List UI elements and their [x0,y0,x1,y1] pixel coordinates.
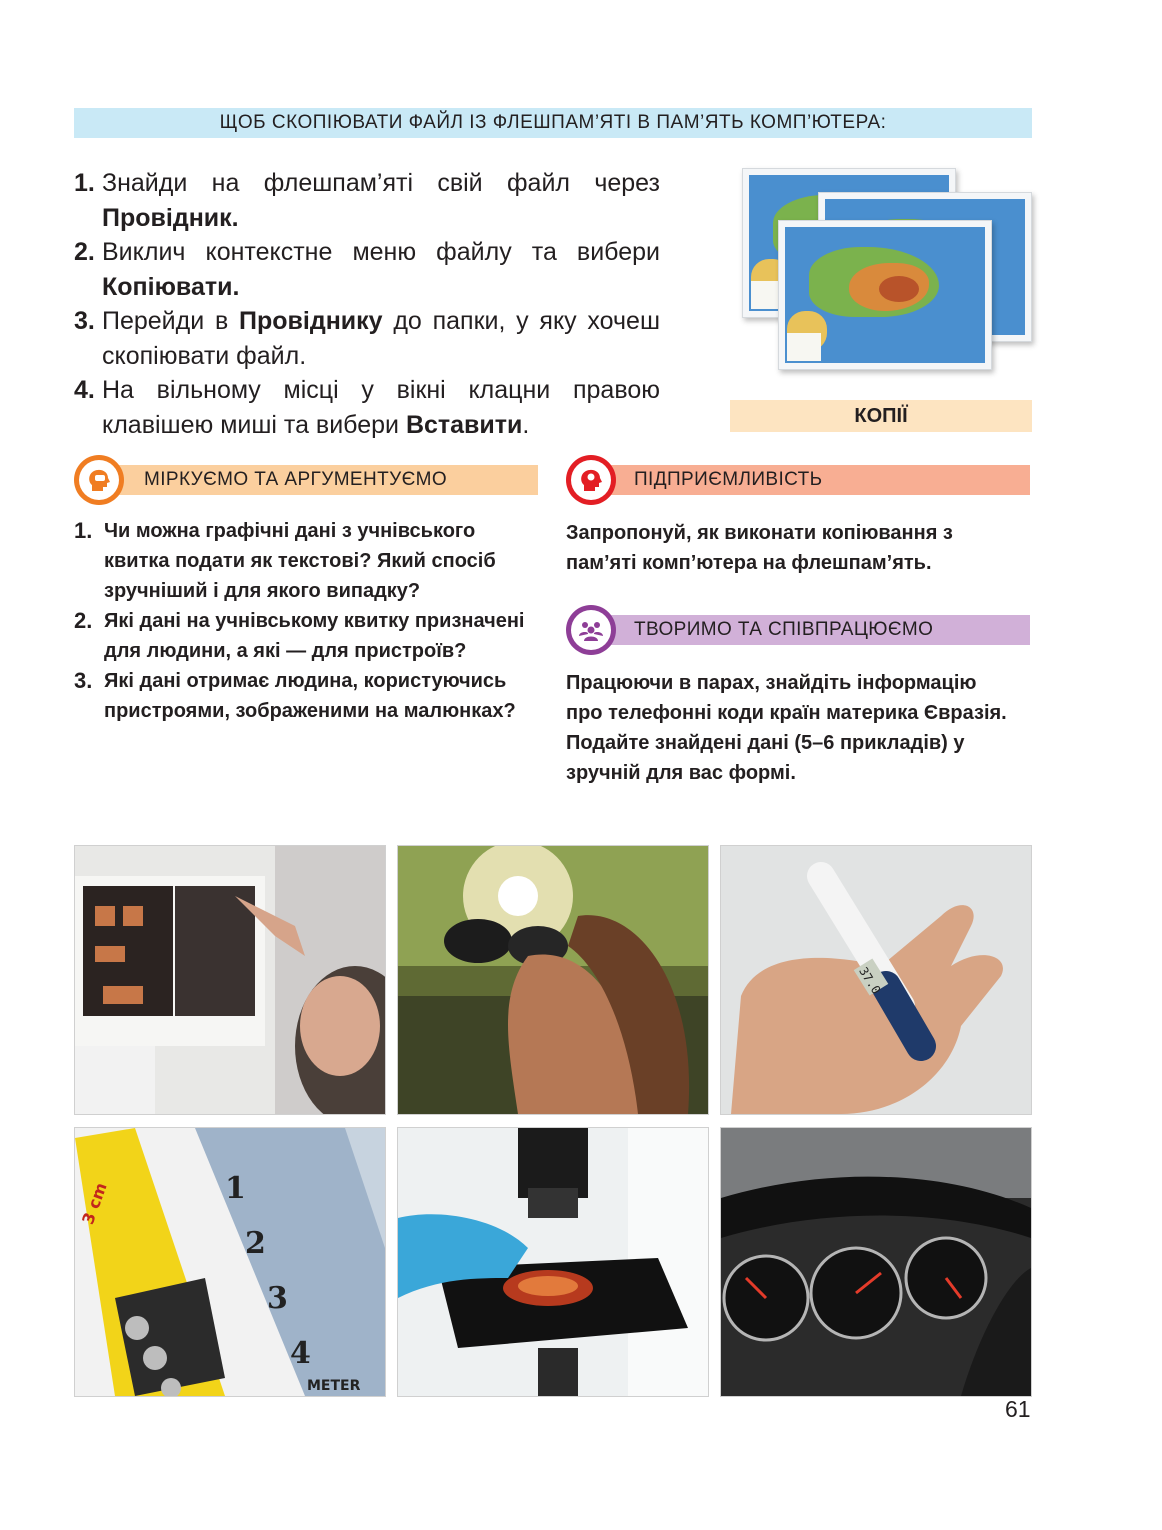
step-number: 2. [74,238,95,266]
step-text [102,304,660,373]
step-text-bold: Провіднику [239,307,383,335]
step-number: 3. [74,307,95,335]
step-text [102,373,660,442]
question-item [74,666,540,726]
instruction-banner [74,108,1032,138]
step-text [102,235,660,304]
tape-label: 3 cm [78,1180,111,1227]
question-number: 3. [74,668,93,693]
ruler-unit: METER [307,1378,361,1394]
microscope-photo [397,1127,709,1397]
ruler-number: 4 [290,1336,311,1371]
step-text-pre: Виклич контекстне меню файлу та вибери [102,238,660,266]
step-item [74,304,660,373]
ruler-number: 3 [267,1281,288,1316]
group-people-icon [566,605,616,655]
ruler-number: 2 [245,1226,266,1261]
doctor-xray-photo [74,845,386,1115]
step-item [74,235,660,304]
step-item [74,166,660,235]
question-text: Чи можна графічні дані з учнівського квитка подати як текстові? Який спосіб зручніший і для якого випадку? [104,520,496,602]
step-text-bold: Вставити [405,410,523,439]
banner-text: ЩОБ СКОПІЮВАТИ ФАЙЛ ІЗ ФЛЕШПАМ’ЯТІ В ПАМ’ЯТЬ КОМП’ЮТЕРА: [219,112,887,133]
steps-list [74,166,660,442]
ruler-tape-photo [74,1127,386,1397]
binoculars-photo [397,845,709,1115]
lightbulb-head-icon [566,455,616,505]
question-text: Які дані отримає людина, користуючись пристроями, зображеними на малюнках? [104,670,516,722]
copies-label-text: КОПІЇ [854,404,908,427]
page-number: 61 [1005,1396,1031,1422]
question-item [74,606,540,666]
thermometer-reading: 37.0 [856,964,884,997]
enterprise-section-header [592,465,1030,495]
step-item [74,373,660,442]
step-text-post: . [522,410,530,439]
step-text-pre: Знайди на флешпам’яті свій файл через [102,169,660,197]
create-text: Працюючи в парах, знайдіть інформацію про телефонні коди країн материка Євразія. Подайте знайдені дані (5–6 прикладів) у зручній для вас формі. [566,672,1007,784]
question-number: 1. [74,518,93,543]
argue-section-header [100,465,538,495]
thinking-head-icon [74,455,124,505]
ruler-number: 1 [225,1171,246,1206]
step-number: 1. [74,169,95,197]
map-copies-illustration [730,164,1032,374]
step-text-pre: Перейди в [102,307,239,335]
create-section-header [592,615,1030,645]
step-text-bold: Копіювати. [102,272,240,301]
question-number: 2. [74,608,93,633]
car-dashboard-photo [720,1127,1032,1397]
question-text: Які дані на учнівському квитку призначені для людини, а які — для пристроїв? [104,610,525,662]
argue-questions [74,516,540,726]
step-text [102,166,660,235]
question-item [74,516,540,606]
enterprise-text: Запропонуй, як виконати копіювання з пам’яті комп’ютера на флешпам’ять. [566,522,953,574]
enterprise-section-title: ПІДПРИЄМЛИВІСТЬ [634,469,823,490]
step-text-bold: Провідник. [102,203,239,232]
step-number: 4. [74,376,95,404]
thermometer-in-hand-photo [720,845,1032,1115]
create-section-title: ТВОРИМО ТА СПІВПРАЦЮЄМО [634,619,934,640]
step-text-post: до папки, у яку хочеш скопіювати файл. [102,307,660,370]
map-image [778,220,992,370]
step-text-pre: На вільному місці у вікні клацни правою клавішею миші та вибери [102,376,660,439]
argue-section-title: МІРКУЄМО ТА АРГУМЕНТУЄМО [144,469,448,490]
copies-label [730,400,1032,432]
